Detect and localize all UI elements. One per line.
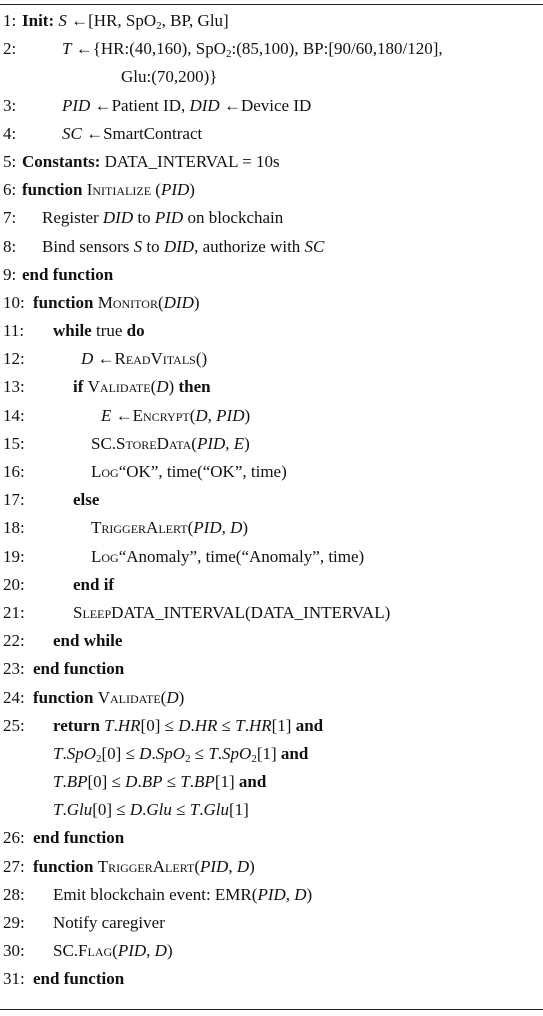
algorithm-line	[0, 458, 543, 486]
line-text: Glu:(70,200)}	[121, 67, 218, 87]
algorithm-line	[0, 965, 543, 993]
top-rule	[0, 4, 543, 5]
line-number: 26:	[3, 828, 25, 848]
algorithm-line	[0, 543, 543, 571]
line-text: if Validate(D) then	[73, 377, 211, 397]
line-number: 10:	[3, 292, 25, 312]
algorithm-line	[0, 289, 543, 317]
line-number: 23:	[3, 659, 25, 679]
line-number: 15:	[3, 433, 25, 453]
line-number: 20:	[3, 574, 25, 594]
line-text: Log“OK”, time(“OK”, time)	[91, 462, 287, 481]
line-number: 25:	[3, 715, 25, 735]
algorithm-line	[0, 514, 543, 542]
line-text: T.BP[0] ≤ D.BP ≤ T.BP[1] and	[53, 772, 267, 792]
algorithm-line	[0, 92, 543, 120]
algorithm-line	[0, 712, 543, 740]
line-number: 13:	[3, 377, 25, 397]
algorithm-line	[0, 7, 543, 35]
algorithm-line	[0, 176, 543, 204]
algorithm-listing	[0, 7, 543, 994]
line-number: 8:	[3, 236, 17, 256]
line-number: 12:	[3, 349, 25, 369]
algorithm-line	[0, 627, 543, 655]
line-text: end function	[33, 659, 125, 679]
line-text: function TriggerAlert(PID, D)	[33, 856, 255, 876]
line-text: Bind sensors S to DID, authorize with SC	[42, 236, 325, 256]
line-number: 1:	[3, 11, 17, 30]
line-text: Constants: DATA_INTERVAL = 10s	[22, 151, 280, 171]
algorithm-line	[0, 824, 543, 852]
algorithm-line	[0, 120, 543, 148]
line-text: Emit blockchain event: EMR(PID, D)	[53, 884, 313, 904]
line-number: 14:	[3, 405, 25, 425]
line-text: Log“Anomaly”, time(“Anomaly”, time)	[91, 546, 365, 566]
line-number: 24:	[3, 687, 25, 707]
algorithm-line	[0, 317, 543, 345]
line-text: SC.Flag(PID, D)	[53, 941, 173, 961]
line-text: SC ←SmartContract	[62, 123, 203, 143]
algorithm-line	[0, 937, 543, 965]
line-number: 28:	[3, 884, 25, 904]
algorithm-line	[0, 684, 543, 712]
algorithm-line	[0, 796, 543, 824]
line-number: 4:	[3, 123, 17, 143]
algorithm-line	[0, 768, 543, 796]
algorithm-line	[0, 63, 543, 91]
bottom-rule	[0, 1009, 543, 1010]
algorithm-line	[0, 599, 543, 627]
algorithm-line	[0, 233, 543, 261]
line-text: D ←ReadVitals()	[81, 349, 208, 369]
algorithm-line	[0, 655, 543, 683]
algorithm-line	[0, 740, 543, 768]
algorithm-line	[0, 148, 543, 176]
line-text: end function	[33, 828, 125, 848]
line-number: 27:	[3, 856, 25, 876]
line-number: 30:	[3, 941, 25, 961]
algorithm-line	[0, 204, 543, 232]
line-number: 2:	[3, 39, 17, 59]
line-number: 19:	[3, 546, 25, 566]
algorithm-line	[0, 909, 543, 937]
line-text: end while	[53, 631, 123, 651]
line-number: 21:	[3, 602, 25, 622]
algorithm-line	[0, 373, 543, 401]
line-text: T.SpO$_2$[0] ≤ D.SpO$_2$ ≤ T.SpO$_2$[1] and	[53, 743, 309, 765]
line-text: E ←Encrypt(D, PID)	[101, 405, 251, 425]
line-text: function Validate(D)	[33, 687, 185, 707]
line-text: Notify caregiver	[53, 913, 165, 932]
line-number: 5:	[3, 151, 17, 171]
line-text: SleepDATA_INTERVAL(DATA_INTERVAL)	[73, 602, 391, 622]
line-text: end function	[22, 264, 114, 284]
algorithm-line	[0, 345, 543, 373]
algorithm-line	[0, 430, 543, 458]
line-number: 18:	[3, 518, 25, 538]
line-number: 31:	[3, 969, 25, 989]
line-number: 11:	[3, 321, 25, 341]
line-text: PID ←Patient ID, DID ←Device ID	[62, 95, 312, 115]
algorithm-line	[0, 402, 543, 430]
line-number: 16:	[3, 462, 25, 481]
line-text: T ←{HR:(40,160), SpO$_2$:(85,100), BP:[90/60,180/120],	[62, 39, 443, 61]
line-number: 6:	[3, 180, 17, 200]
line-text: Register DID to PID on blockchain	[42, 208, 284, 228]
line-number: 29:	[3, 913, 25, 932]
line-text: end function	[33, 969, 125, 989]
line-text: T.Glu[0] ≤ D.Glu ≤ T.Glu[1]	[53, 800, 249, 820]
line-text: TriggerAlert(PID, D)	[91, 518, 249, 538]
algorithm-line	[0, 35, 543, 63]
line-text: Init: S ←[HR, SpO$_2$, BP, Glu]	[22, 11, 229, 32]
line-text: return T.HR[0] ≤ D.HR ≤ T.HR[1] and	[53, 715, 324, 735]
line-number: 17:	[3, 490, 25, 510]
line-text: function Monitor(DID)	[33, 292, 200, 312]
algorithm-line	[0, 881, 543, 909]
line-number: 22:	[3, 631, 25, 651]
line-text: end if	[73, 574, 115, 594]
line-text: function Initialize (PID)	[22, 180, 195, 200]
line-number: 7:	[3, 208, 17, 228]
algorithm-line	[0, 853, 543, 881]
line-text: while true do	[53, 321, 145, 341]
algorithm-line	[0, 261, 543, 289]
line-number: 3:	[3, 95, 17, 115]
line-text: SC.StoreData(PID, E)	[91, 433, 250, 453]
algorithm-line	[0, 486, 543, 514]
line-number: 9:	[3, 264, 17, 284]
line-text: else	[73, 490, 100, 510]
algorithm-line	[0, 571, 543, 599]
